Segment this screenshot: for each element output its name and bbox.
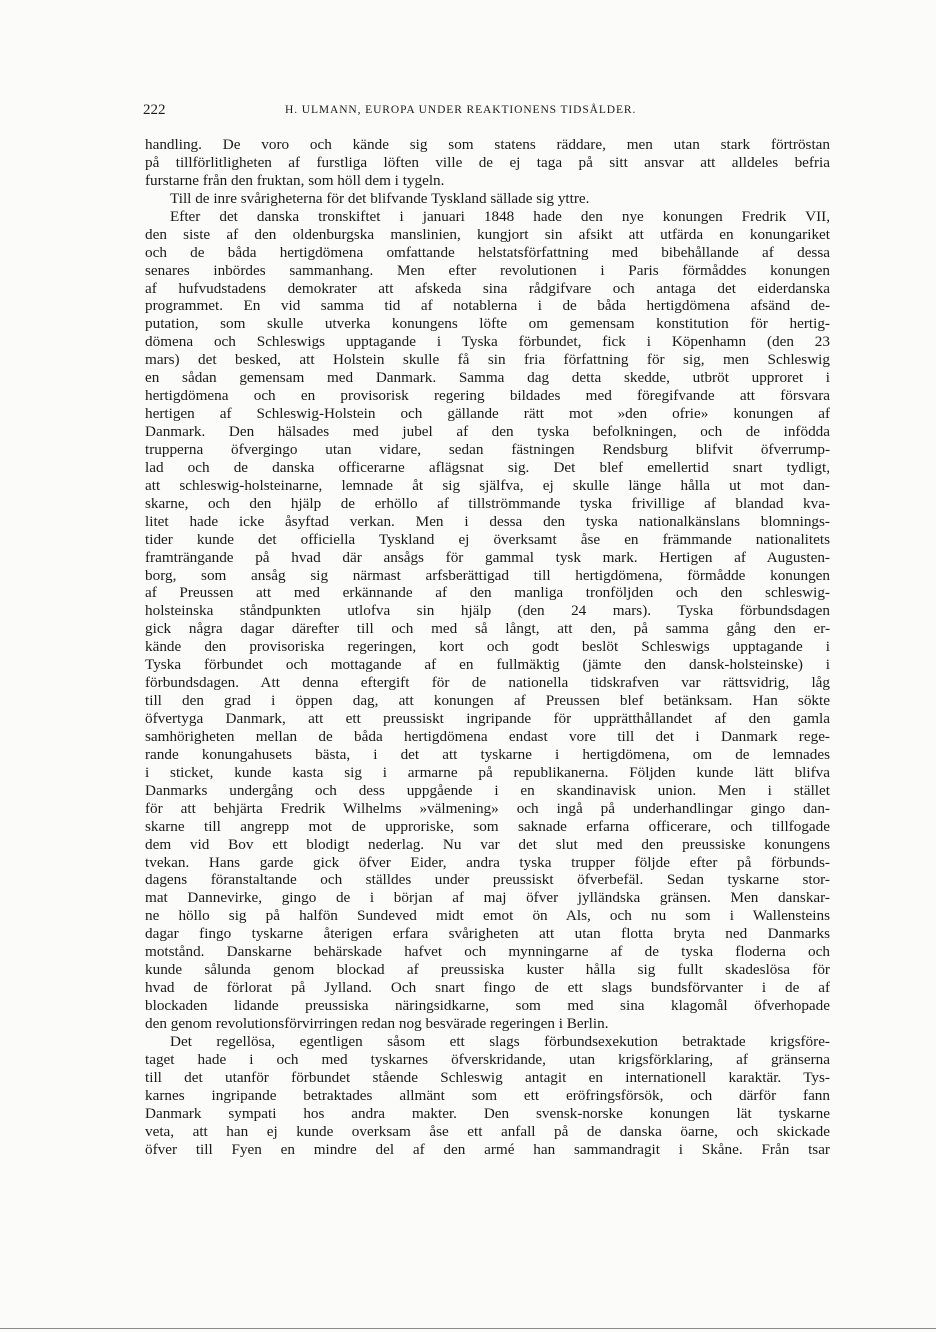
text-line: karnes ingripande betraktades allmänt som ett eröfringsförsök, och därför fann bbox=[145, 1086, 830, 1104]
text-line: öfvertyga Danmark, att ett preussiskt ingripande för upprätthållandet af den gamla bbox=[145, 710, 830, 727]
text-line: af Preussen att med erkännande af den manliga tronföljden och den schleswig- bbox=[145, 584, 830, 602]
text-line: hertigdömena och en provisorisk regering bildades med föregifvande att försvara bbox=[145, 387, 830, 405]
text-line: den genom revolutionsförvirringen redan nog besvärade regeringen i Berlin. bbox=[145, 1014, 609, 1032]
text-line: hertigen af Schleswig-Holstein och gällande rätt mot »den ofrie» konungen af bbox=[145, 405, 830, 423]
text-line: ne höllo sig på halfön Sundeved midt emot ön Als, och nu som i Wallensteins bbox=[145, 907, 830, 925]
text-line: holsteinska ståndpunkten utlofva sin hjälp (den 24 mars). Tyska förbundsdagen bbox=[145, 602, 830, 620]
text-line: mars) det besked, att Holstein skulle få sin fria författning för sig, men Schleswig bbox=[145, 351, 830, 369]
page-bottom-edge bbox=[0, 1328, 936, 1329]
text-line: blockaden lidande preussiska näringsidkarne, som med sina klagomål öfverhopade bbox=[145, 997, 830, 1014]
text-line: lad och de danska officerarne aflägsnat sig. Det blef emellertid snart tydligt, bbox=[145, 458, 830, 476]
text-line: kände den provisoriska regeringen, kort och godt beslöt Schleswigs upptagande i bbox=[145, 638, 830, 656]
text-line: dem vid Bov ett blodigt nederlag. Nu var det slut med den preussiske konungens bbox=[145, 835, 830, 853]
text-line: gick några dagar därefter till och med så långt, att den, på samma gång den er- bbox=[145, 620, 830, 638]
text-line: och de båda hertigdömena omfattande helstatsförfattning med bibehållande af dessa bbox=[145, 243, 830, 261]
page-number: 222 bbox=[143, 102, 166, 118]
text-line: kunde sålunda genom blockad af preussiska kuster hålla sig fullt skadeslösa för bbox=[145, 961, 830, 979]
text-line: Danmarks undergång och dess uppgående i en skandinavisk union. Men i stället bbox=[145, 781, 830, 799]
body-text bbox=[145, 136, 830, 1158]
text-line: dagar fingo tyskarne återigen erfara svårigheten att utan flotta bryta ned Danmarks bbox=[145, 925, 830, 943]
text-line: taget hade i och med tyskarnes öfverskridande, utan krigsförklaring, af gränserna bbox=[145, 1050, 830, 1068]
text-line: senares inbördes sammanhang. Men efter revolutionen i Paris förmåddes konungen bbox=[145, 261, 830, 279]
text-line: Till de inre svårigheterna för det blifvande Tyskland sällade sig yttre. bbox=[170, 189, 590, 207]
text-line: rande konungahusets bästa, i det att tyskarne i hertigdömena, om de lemnades bbox=[145, 745, 830, 763]
text-line: trupperna öfvergingo utan vidare, sedan fästningen Rendsburg blifvit öfverrump- bbox=[145, 440, 830, 458]
text-line: på tillförlitligheten af furstliga löften ville de ej taga på sitt ansvar att alldeles befria bbox=[145, 153, 830, 171]
text-line: borg, som ansåg sig närmast arfsberättigad till hertigdömena, förmådde konungen bbox=[145, 566, 830, 584]
text-line: till den grad i öppen dag, att konungen af Preussen blef betänksam. Han sökte bbox=[145, 692, 830, 710]
text-line: furstarne från den fruktan, som höll dem i tygeln. bbox=[145, 171, 445, 189]
text-line: Det regellösa, egentligen såsom ett slags förbundsexekution betraktade krigsföre- bbox=[170, 1032, 830, 1050]
text-line: den siste af den oldenburgska manslinien, kungjort sin afsikt att utfärda en konungariket bbox=[145, 225, 830, 243]
text-line: handling. De voro och kände sig som statens räddare, men utan stark förtröstan bbox=[145, 136, 830, 153]
text-line: Danmark sympati hos andra makter. Den svensk-norske konungen lät tyskarne bbox=[145, 1104, 830, 1122]
text-line: putation, som skulle utverka konungens löfte om gemensam konstitution för hertig- bbox=[145, 315, 830, 333]
text-line: programmet. En vid samma tid af notablerna i de båda hertigdömena afsänd de- bbox=[145, 297, 830, 315]
text-line: tvekan. Hans garde gick öfver Eider, andra tyska trupper följde efter på förbunds- bbox=[145, 853, 830, 871]
text-line: i sticket, kunde kasta sig i armarne på republikanerna. Följden kunde lätt blifva bbox=[145, 763, 830, 781]
text-line: skarne till angrepp mot de upproriske, som saknade erfarna officerare, och tillfogade bbox=[145, 817, 830, 835]
text-line: framträngande på hvad där ansågs för gammal tysk mark. Hertigen af Augusten- bbox=[145, 548, 830, 566]
text-line: Efter det danska tronskiftet i januari 1848 hade den nye konungen Fredrik VII, bbox=[170, 207, 830, 225]
text-line: tider kunde det officiella Tyskland ej överksamt åse en främmande nationalitets bbox=[145, 530, 830, 548]
text-line: till det utanför förbundet stående Schleswig antagit en internationell karaktär. Tys- bbox=[145, 1068, 830, 1086]
text-line: att schleswig-holsteinarne, lemnade åt sig själfva, ej skulle länge hålla ut mot dan- bbox=[145, 476, 830, 494]
text-line: dagens föranstaltande och ställdes under preussiskt öfverbefäl. Sedan tyskarne stor- bbox=[145, 871, 830, 889]
text-line: Danmark. Den hälsades med jubel af den tyska befolkningen, och de infödda bbox=[145, 423, 830, 440]
text-line: dömena och Schleswigs upptagande i Tyska förbundet, fick i Köpenhamn (den 23 bbox=[145, 333, 830, 351]
text-line: förbundsdagen. Att denna eftergift för de nationella tidskrafven var rättsvidrig, låg bbox=[145, 674, 830, 692]
text-line: litet hade icke åsyftad verkan. Men i dessa den tyska nationalkänslans blomnings- bbox=[145, 512, 830, 530]
text-line: samhörigheten mellan de båda hertigdömena endast vore till det i Danmark rege- bbox=[145, 727, 830, 745]
text-line: mat Dannevirke, gingo de i början af maj öfver jylländska gränsen. Men danskar- bbox=[145, 889, 830, 907]
text-line: för att behjärta Fredrik Wilhelms »välmening» och ingå på underhandlingar gingo dan- bbox=[145, 799, 830, 817]
text-line: en sådan gemensam med Danmark. Samma dag detta skedde, utbröt upproret i bbox=[145, 369, 830, 387]
text-line: Tyska förbundet och mottagande af en fullmäktig (jämte den dansk-holsteinske) i bbox=[145, 656, 830, 674]
text-line: skarne, och den hjälp de erhöllo af tillströmmande tyska frivillige af blandad kva- bbox=[145, 494, 830, 512]
text-line: veta, att han ej kunde overksam åse ett anfall på de danska öarne, och skickade bbox=[145, 1122, 830, 1140]
page-header bbox=[143, 102, 828, 122]
text-line: öfver till Fyen en mindre del af den armé han sammandragit i Skåne. Från tsar bbox=[145, 1140, 830, 1158]
text-line: motstånd. Danskarne behärskade hafvet och mynningarne af de tyska floderna och bbox=[145, 943, 830, 961]
running-title: H. ULMANN, EUROPA UNDER REAKTIONENS TIDSÅLDER. bbox=[285, 104, 637, 116]
text-line: af hufvudstadens demokrater att afskeda sina rådgifvare och antaga det eiderdanska bbox=[145, 279, 830, 297]
text-line: hvad de förlorat på Jylland. Och snart fingo de ett slags bundsförvanter i de af bbox=[145, 979, 830, 997]
